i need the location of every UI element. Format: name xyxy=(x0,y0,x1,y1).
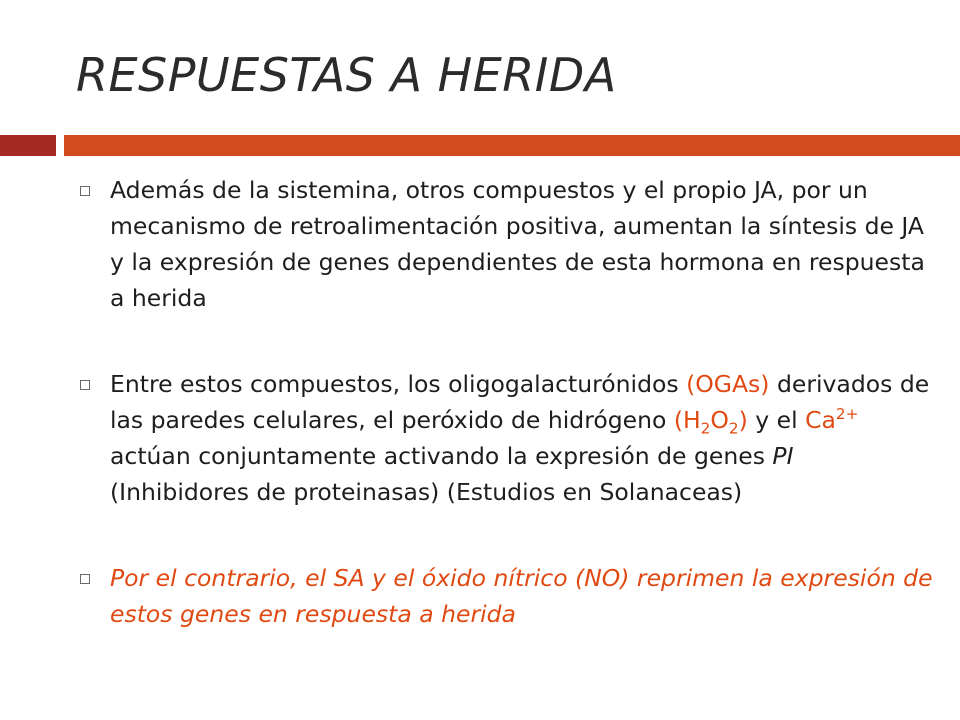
bullet-1-text: Además de la sistemina, otros compuestos y el propio JA, por un mecanismo de retroalimentación positiva, aumentan la síntesis de JA y la expresión de genes dependientes de esta hormona en respuesta a herida xyxy=(110,176,925,312)
title-accent-bar xyxy=(64,135,960,156)
h2o2-subscript-1: 2 xyxy=(700,419,711,438)
h2o2-open: (H xyxy=(673,406,701,434)
bullet-item-2 xyxy=(78,366,938,510)
h2o2-subscript-2: 2 xyxy=(728,419,739,438)
bullet-3-text: Por el contrario, el SA y el óxido nítrico (NO) reprimen la expresión de estos genes en respuesta a herida xyxy=(110,564,933,628)
calcium-symbol: Ca xyxy=(805,406,836,434)
h2o2-oxygen: O xyxy=(710,406,729,434)
slide-title: RESPUESTAS A HERIDA xyxy=(76,48,617,102)
square-bullet-icon xyxy=(80,380,90,390)
bullet-item-1 xyxy=(78,172,938,316)
ogas-term: (OGAs) xyxy=(686,370,770,398)
h2o2-close: ) xyxy=(738,406,748,434)
bullet-2-text-e: (Inhibidores de proteinasas) (Estudios en Solanaceas) xyxy=(110,478,743,506)
title-accent-bar-dark xyxy=(0,135,56,156)
bullet-item-3 xyxy=(78,560,938,632)
bullet-2-text-a: Entre estos compuestos, los oligogalacturónidos xyxy=(110,370,687,398)
calcium-charge: 2+ xyxy=(835,405,859,424)
h2o2-term xyxy=(673,406,748,438)
square-bullet-icon xyxy=(80,574,90,584)
bullet-2-text-d: actúan conjuntamente activando la expresión de genes xyxy=(110,442,773,470)
bullet-2-text-c: y el xyxy=(747,406,806,434)
square-bullet-icon xyxy=(80,186,90,196)
calcium-term xyxy=(805,406,858,434)
bullet-2-text-b: derivados de las paredes celulares, el peróxido de hidrógeno xyxy=(110,370,930,434)
pi-term: PI xyxy=(772,442,794,470)
bullet-list xyxy=(78,172,938,632)
